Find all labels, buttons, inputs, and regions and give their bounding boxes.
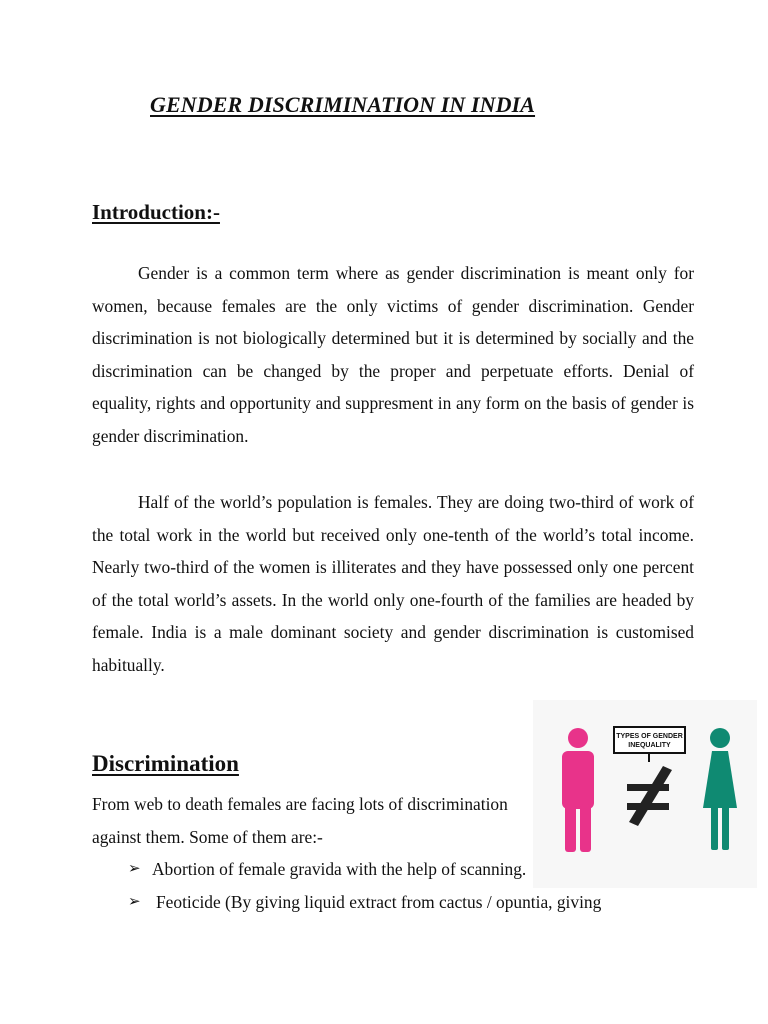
introduction-paragraph-1: Gender is a common term where as gender discrimination is meant only for women, because females are the only victims of gender discrimination. Gender discrimination is not biologically determined but it is determined by socially and the discrimination can be changed by the proper and perpetuate efforts. Denial of equality, rights and opportunity and suppresment in any form on the basis of gender is gender discrimination.	[92, 263, 694, 446]
list-item-text: Abortion of female gravida with the help of scanning.	[152, 859, 527, 879]
gender-inequality-illustration	[533, 700, 757, 888]
male-figure-icon	[562, 728, 594, 852]
list-item	[92, 886, 696, 919]
sign-line-1: TYPES OF GENDER	[616, 733, 683, 740]
not-equal-icon	[627, 766, 672, 826]
types-of-inequality-sign	[614, 727, 685, 762]
sign-line-2: INEQUALITY	[628, 742, 671, 749]
discrimination-heading: Discrimination	[92, 751, 239, 776]
introduction-heading: Introduction:-	[92, 200, 220, 224]
introduction-paragraph-2: Half of the world’s population is females. They are doing two-third of work of the total work in the world but received only one-tenth of the world’s total income. Nearly two-third of the women is illiterates and they have possessed only one percent of the total world’s assets. In the world only one-fourth of the families are headed by female. India is a male dominant society and gender discrimination is customised habitually.	[92, 492, 694, 675]
list-item-text: Feoticide (By giving liquid extract from cactus / opuntia, giving	[156, 891, 602, 912]
female-figure-icon	[703, 728, 737, 850]
arrow-bullet-icon: ➢	[128, 861, 141, 877]
arrow-bullet-icon: ➢	[128, 893, 141, 910]
list-item	[92, 853, 532, 886]
document-title: GENDER DISCRIMINATION IN INDIA	[150, 92, 536, 117]
discrimination-intro: From web to death females are facing lots of discrimination against them. Some of them are:-	[92, 794, 508, 847]
